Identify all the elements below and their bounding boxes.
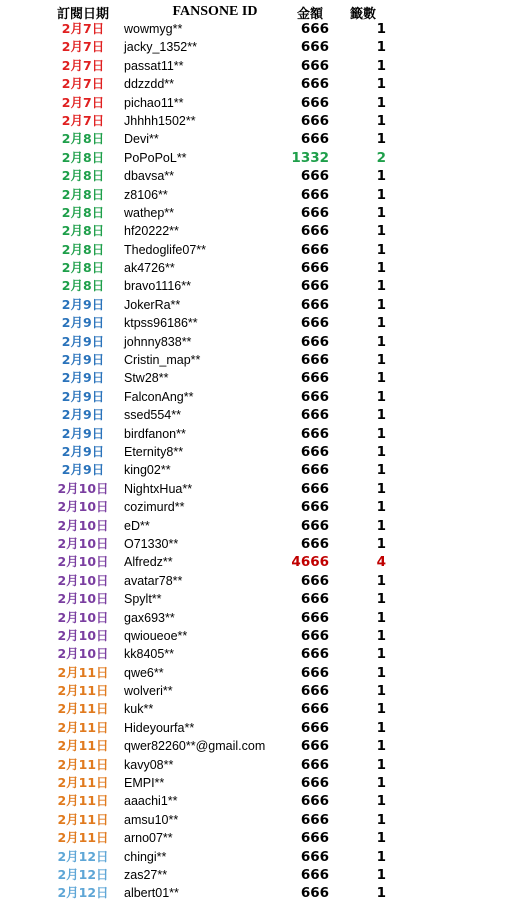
row-amount: 666	[300, 480, 329, 497]
row-fansone-id: arno07**	[124, 831, 173, 846]
row-count: 2	[376, 149, 386, 166]
row-fansone-id: Eternity8**	[124, 444, 184, 459]
row-count: 1	[376, 664, 386, 681]
row-fansone-id: dbavsa**	[124, 169, 175, 184]
row-fansone-id: albert01**	[124, 886, 179, 901]
row-date: 2月11日	[57, 683, 109, 699]
row-count: 1	[376, 738, 386, 755]
table-row	[0, 756, 524, 774]
table-row	[0, 149, 524, 167]
table-row	[0, 443, 524, 461]
row-amount: 666	[300, 131, 329, 148]
row-amount: 666	[300, 443, 329, 460]
row-date: 2月8日	[61, 131, 105, 147]
row-count: 1	[376, 462, 386, 479]
row-count: 1	[376, 39, 386, 56]
row-date: 2月9日	[61, 315, 105, 331]
table-row	[0, 737, 524, 755]
row-amount: 666	[300, 57, 329, 74]
row-fansone-id: wowmyg**	[124, 22, 183, 36]
row-fansone-id: chingi**	[124, 849, 167, 864]
row-amount: 666	[300, 260, 329, 277]
row-date: 2月8日	[61, 223, 105, 239]
table-row	[0, 351, 524, 369]
row-date: 2月9日	[61, 352, 105, 368]
row-date: 2月8日	[61, 168, 105, 184]
table-row	[0, 884, 524, 902]
table-row	[0, 57, 524, 75]
row-count: 1	[376, 885, 386, 902]
row-fansone-id: king02**	[124, 463, 171, 478]
row-amount: 666	[300, 830, 329, 847]
row-count: 1	[376, 848, 386, 865]
row-date: 2月11日	[57, 701, 109, 717]
row-count: 1	[376, 701, 386, 718]
row-date: 2月8日	[61, 260, 105, 276]
row-date: 2月9日	[61, 407, 105, 423]
row-fansone-id: avatar78**	[124, 573, 183, 588]
row-date: 2月8日	[61, 186, 105, 202]
row-fansone-id: kavy08**	[124, 757, 174, 772]
table-row	[0, 406, 524, 424]
table-row	[0, 498, 524, 516]
row-fansone-id: Spylt**	[124, 592, 162, 607]
row-count: 1	[376, 112, 386, 129]
row-date: 2月7日	[61, 57, 105, 73]
row-fansone-id: pichao11**	[124, 95, 184, 110]
row-fansone-id: bravo1116**	[124, 279, 191, 294]
row-date: 2月12日	[57, 885, 109, 901]
row-amount: 666	[300, 646, 329, 663]
row-amount: 666	[300, 719, 329, 736]
row-amount: 666	[300, 278, 329, 295]
row-amount: 666	[300, 204, 329, 221]
row-count: 1	[376, 609, 386, 626]
table-row	[0, 167, 524, 185]
row-amount: 666	[300, 388, 329, 405]
table-row	[0, 314, 524, 332]
row-fansone-id: kuk**	[124, 702, 154, 717]
row-fansone-id: qwe6**	[124, 665, 164, 680]
row-amount: 1332	[291, 149, 329, 166]
row-amount: 666	[300, 885, 329, 902]
table-row	[0, 241, 524, 259]
row-date: 2月10日	[57, 627, 109, 643]
row-fansone-id: gax693**	[124, 610, 175, 625]
row-date: 2月12日	[57, 848, 109, 864]
row-amount: 4666	[291, 554, 329, 571]
table-row	[0, 811, 524, 829]
row-amount: 666	[300, 738, 329, 755]
table-row	[0, 222, 524, 240]
row-date: 2月7日	[61, 94, 105, 110]
row-count: 1	[376, 480, 386, 497]
table-row	[0, 333, 524, 351]
row-count: 1	[376, 260, 386, 277]
row-count: 1	[376, 204, 386, 221]
row-fansone-id: Thedoglife07**	[124, 242, 207, 257]
table-row	[0, 277, 524, 295]
row-date: 2月7日	[61, 39, 105, 55]
row-fansone-id: PoPoPoL**	[124, 150, 187, 165]
table-row	[0, 186, 524, 204]
row-date: 2月9日	[61, 425, 105, 441]
table-row	[0, 700, 524, 718]
row-amount: 666	[300, 223, 329, 240]
table-row	[0, 112, 524, 130]
row-fansone-id: JokerRa**	[124, 297, 181, 312]
row-count: 1	[376, 94, 386, 111]
table-row	[0, 719, 524, 737]
row-count: 1	[376, 811, 386, 828]
table-row	[0, 130, 524, 148]
header-amount: 金額	[296, 6, 323, 22]
row-date: 2月10日	[57, 517, 109, 533]
row-count: 1	[376, 683, 386, 700]
row-count: 1	[376, 352, 386, 369]
table-row	[0, 259, 524, 277]
row-count: 1	[376, 131, 386, 148]
table-row	[0, 369, 524, 387]
row-fansone-id: Alfredz**	[124, 555, 173, 570]
row-fansone-id: amsu10**	[124, 812, 179, 827]
row-fansone-id: z8106**	[124, 187, 168, 202]
row-date: 2月11日	[57, 756, 109, 772]
row-date: 2月11日	[57, 811, 109, 827]
row-fansone-id: EMPI**	[124, 776, 165, 791]
row-fansone-id: eD**	[124, 518, 150, 533]
table-row	[0, 664, 524, 682]
table-row	[0, 20, 524, 38]
row-fansone-id: Devi**	[124, 132, 159, 147]
row-count: 1	[376, 186, 386, 203]
row-count: 1	[376, 333, 386, 350]
row-date: 2月10日	[57, 535, 109, 551]
row-count: 1	[376, 57, 386, 74]
row-count: 1	[376, 370, 386, 387]
row-count: 1	[376, 241, 386, 258]
table-row	[0, 645, 524, 663]
row-date: 2月9日	[61, 388, 105, 404]
row-count: 1	[376, 296, 386, 313]
row-count: 1	[376, 278, 386, 295]
row-amount: 666	[300, 370, 329, 387]
row-date: 2月10日	[57, 646, 109, 662]
row-amount: 666	[300, 866, 329, 883]
table-row	[0, 866, 524, 884]
row-fansone-id: birdfanon**	[124, 426, 186, 441]
table-row	[0, 480, 524, 498]
row-count: 1	[376, 866, 386, 883]
row-fansone-id: ktpss96186**	[124, 316, 198, 331]
row-date: 2月11日	[57, 738, 109, 754]
row-date: 2月8日	[61, 204, 105, 220]
row-amount: 666	[300, 517, 329, 534]
row-fansone-id: aaachi1**	[124, 794, 178, 809]
row-count: 1	[376, 646, 386, 663]
row-fansone-id: Hideyourfa**	[124, 720, 195, 735]
row-amount: 666	[300, 39, 329, 56]
row-fansone-id: ssed554**	[124, 408, 181, 423]
row-count: 1	[376, 499, 386, 516]
row-fansone-id: johnny838**	[124, 334, 192, 349]
table-row	[0, 627, 524, 645]
row-amount: 666	[300, 425, 329, 442]
table-row	[0, 204, 524, 222]
row-amount: 666	[300, 775, 329, 792]
table-row	[0, 461, 524, 479]
row-fansone-id: hf20222**	[124, 224, 179, 239]
row-amount: 666	[300, 333, 329, 350]
row-amount: 666	[300, 112, 329, 129]
row-date: 2月11日	[57, 775, 109, 791]
table-body	[0, 20, 524, 903]
row-date: 2月11日	[57, 664, 109, 680]
row-date: 2月9日	[61, 333, 105, 349]
row-date: 2月11日	[57, 830, 109, 846]
row-date: 2月8日	[61, 278, 105, 294]
row-date: 2月8日	[61, 241, 105, 257]
table-row	[0, 94, 524, 112]
row-amount: 666	[300, 627, 329, 644]
row-date: 2月10日	[57, 554, 109, 570]
row-fansone-id: ddzzdd**	[124, 77, 175, 92]
table-row	[0, 848, 524, 866]
header-count: 籤數	[349, 6, 376, 22]
row-count: 1	[376, 535, 386, 552]
row-date: 2月9日	[61, 462, 105, 478]
row-count: 1	[376, 315, 386, 332]
row-amount: 666	[300, 76, 329, 93]
table-row	[0, 553, 524, 571]
row-fansone-id: Cristin_map**	[124, 353, 201, 368]
row-amount: 666	[300, 352, 329, 369]
row-count: 1	[376, 21, 386, 37]
row-fansone-id: passat11**	[124, 58, 184, 73]
row-fansone-id: Jhhhh1502**	[124, 113, 196, 128]
row-amount: 666	[300, 848, 329, 865]
row-amount: 666	[300, 683, 329, 700]
row-amount: 666	[300, 756, 329, 773]
table-row	[0, 682, 524, 700]
table-row	[0, 75, 524, 93]
row-count: 1	[376, 572, 386, 589]
table-row	[0, 38, 524, 56]
row-fansone-id: ak4726**	[124, 261, 175, 276]
row-count: 1	[376, 223, 386, 240]
row-count: 1	[376, 830, 386, 847]
row-count: 1	[376, 425, 386, 442]
row-amount: 666	[300, 793, 329, 810]
row-date: 2月11日	[57, 793, 109, 809]
row-date: 2月8日	[61, 149, 105, 165]
row-date: 2月10日	[57, 499, 109, 515]
row-fansone-id: qwioueoe**	[124, 628, 188, 643]
row-count: 1	[376, 388, 386, 405]
row-amount: 666	[300, 94, 329, 111]
row-fansone-id: FalconAng**	[124, 389, 194, 404]
row-fansone-id: cozimurd**	[124, 500, 185, 515]
table-row	[0, 572, 524, 590]
row-fansone-id: wolveri**	[124, 684, 173, 699]
row-amount: 666	[300, 591, 329, 608]
row-fansone-id: zas27**	[124, 867, 168, 882]
table-row	[0, 296, 524, 314]
table-row	[0, 792, 524, 810]
row-amount: 666	[300, 811, 329, 828]
row-date: 2月10日	[57, 572, 109, 588]
row-fansone-id: wathep**	[124, 205, 175, 220]
row-amount: 666	[300, 499, 329, 516]
row-count: 1	[376, 793, 386, 810]
row-amount: 666	[300, 168, 329, 185]
row-fansone-id: NightxHua**	[124, 481, 193, 496]
header-date: 訂閱日期	[56, 6, 109, 22]
row-amount: 666	[300, 462, 329, 479]
row-date: 2月10日	[57, 591, 109, 607]
row-count: 1	[376, 627, 386, 644]
row-fansone-id: qwer82260**@gmail.com	[124, 739, 266, 754]
row-fansone-id: jacky_1352**	[124, 40, 197, 55]
row-count: 1	[376, 443, 386, 460]
row-count: 4	[376, 554, 386, 571]
table-row	[0, 535, 524, 553]
row-amount: 666	[300, 701, 329, 718]
table-row	[0, 774, 524, 792]
row-count: 1	[376, 76, 386, 93]
row-fansone-id: Stw28**	[124, 371, 169, 386]
row-date: 2月10日	[57, 609, 109, 625]
row-fansone-id: O71330**	[124, 536, 179, 551]
row-date: 2月7日	[61, 76, 105, 92]
row-count: 1	[376, 517, 386, 534]
row-amount: 666	[300, 21, 329, 37]
row-count: 1	[376, 719, 386, 736]
row-date: 2月7日	[61, 112, 105, 128]
row-amount: 666	[300, 241, 329, 258]
row-count: 1	[376, 591, 386, 608]
row-date: 2月11日	[57, 719, 109, 735]
table-row	[0, 609, 524, 627]
row-count: 1	[376, 168, 386, 185]
table-row	[0, 590, 524, 608]
row-date: 2月7日	[61, 21, 105, 36]
row-amount: 666	[300, 315, 329, 332]
row-count: 1	[376, 775, 386, 792]
row-fansone-id: kk8405**	[124, 647, 175, 662]
row-count: 1	[376, 407, 386, 424]
row-amount: 666	[300, 609, 329, 626]
row-date: 2月9日	[61, 370, 105, 386]
row-amount: 666	[300, 186, 329, 203]
row-date: 2月12日	[57, 866, 109, 882]
table-row	[0, 425, 524, 443]
row-amount: 666	[300, 296, 329, 313]
row-date: 2月9日	[61, 296, 105, 312]
table-row	[0, 388, 524, 406]
table-row	[0, 829, 524, 847]
row-amount: 666	[300, 535, 329, 552]
row-date: 2月10日	[57, 480, 109, 496]
row-amount: 666	[300, 407, 329, 424]
row-date: 2月9日	[61, 443, 105, 459]
header-fansone-id: FANSONE ID	[172, 4, 258, 19]
row-count: 1	[376, 756, 386, 773]
row-amount: 666	[300, 572, 329, 589]
table-row	[0, 517, 524, 535]
row-amount: 666	[300, 664, 329, 681]
